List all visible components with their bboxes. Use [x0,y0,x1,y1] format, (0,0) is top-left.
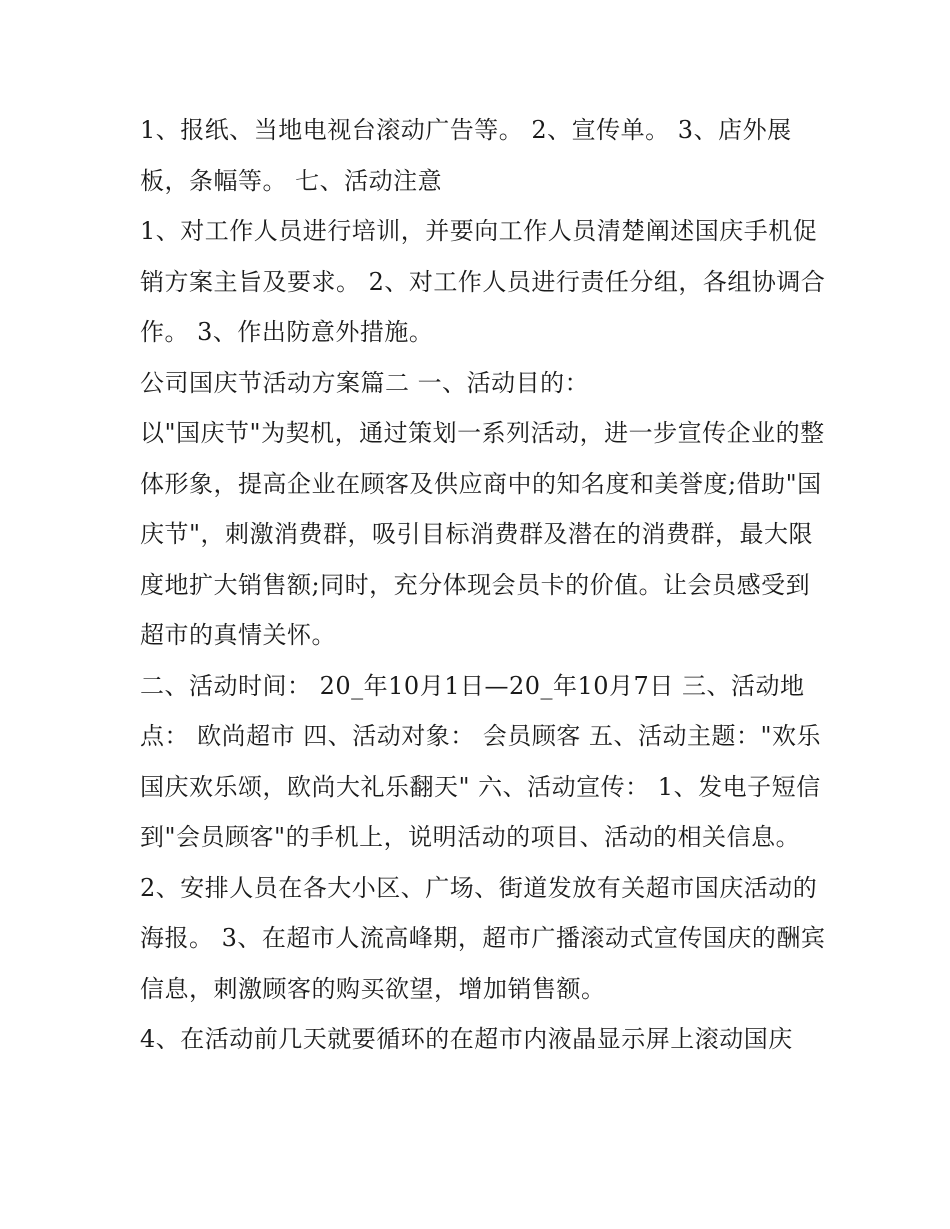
paragraph-1: 1、报纸、当地电视台滚动广告等。 2、宣传单。 3、店外展板，条幅等。 七、活动注意 [140,116,792,195]
paragraph-4: 以"国庆节"为契机，通过策划一系列活动，进一步宣传企业的整体形象，提高企业在顾客及供应商中的知名度和美誉度;借助"国庆节"，刺激消费群，吸引目标消费群及潜在的消费群，最大限度地扩大销售额;同时，充分体现会员卡的价值。让会员感受到超市的真情关怀。 [140,419,825,649]
paragraph-2: 1、对工作人员进行培训，并要向工作人员清楚阐述国庆手机促销方案主旨及要求。 2、对工作人员进行责任分组，各组协调合作。 3、作出防意外措施。 [140,217,826,346]
paragraph-6: 2、安排人员在各大小区、广场、街道发放有关超市国庆活动的海报。 3、在超市人流高峰期，超市广播滚动式宣传国庆的酬宾信息，刺激顾客的购买欲望，增加销售额。 [140,873,826,1003]
paragraph-7: 4、在活动前几天就要循环的在超市内液晶显示屏上滚动国庆 [140,1025,793,1053]
document-body [140,105,830,1065]
paragraph-5: 二、活动时间： 20_年10月1日—20_年10月7日 三、活动地点： 欧尚超市 四、活动对象： 会员顾客 五、活动主题："欢乐国庆欢乐颂，欧尚大礼乐翻天" 六、活动宣传： 1、发电子短信到"会员顾客"的手机上，说明活动的项目、活动的相关信息。 [140,671,822,851]
paragraph-3: 公司国庆节活动方案篇二 一、活动目的： [140,368,590,397]
